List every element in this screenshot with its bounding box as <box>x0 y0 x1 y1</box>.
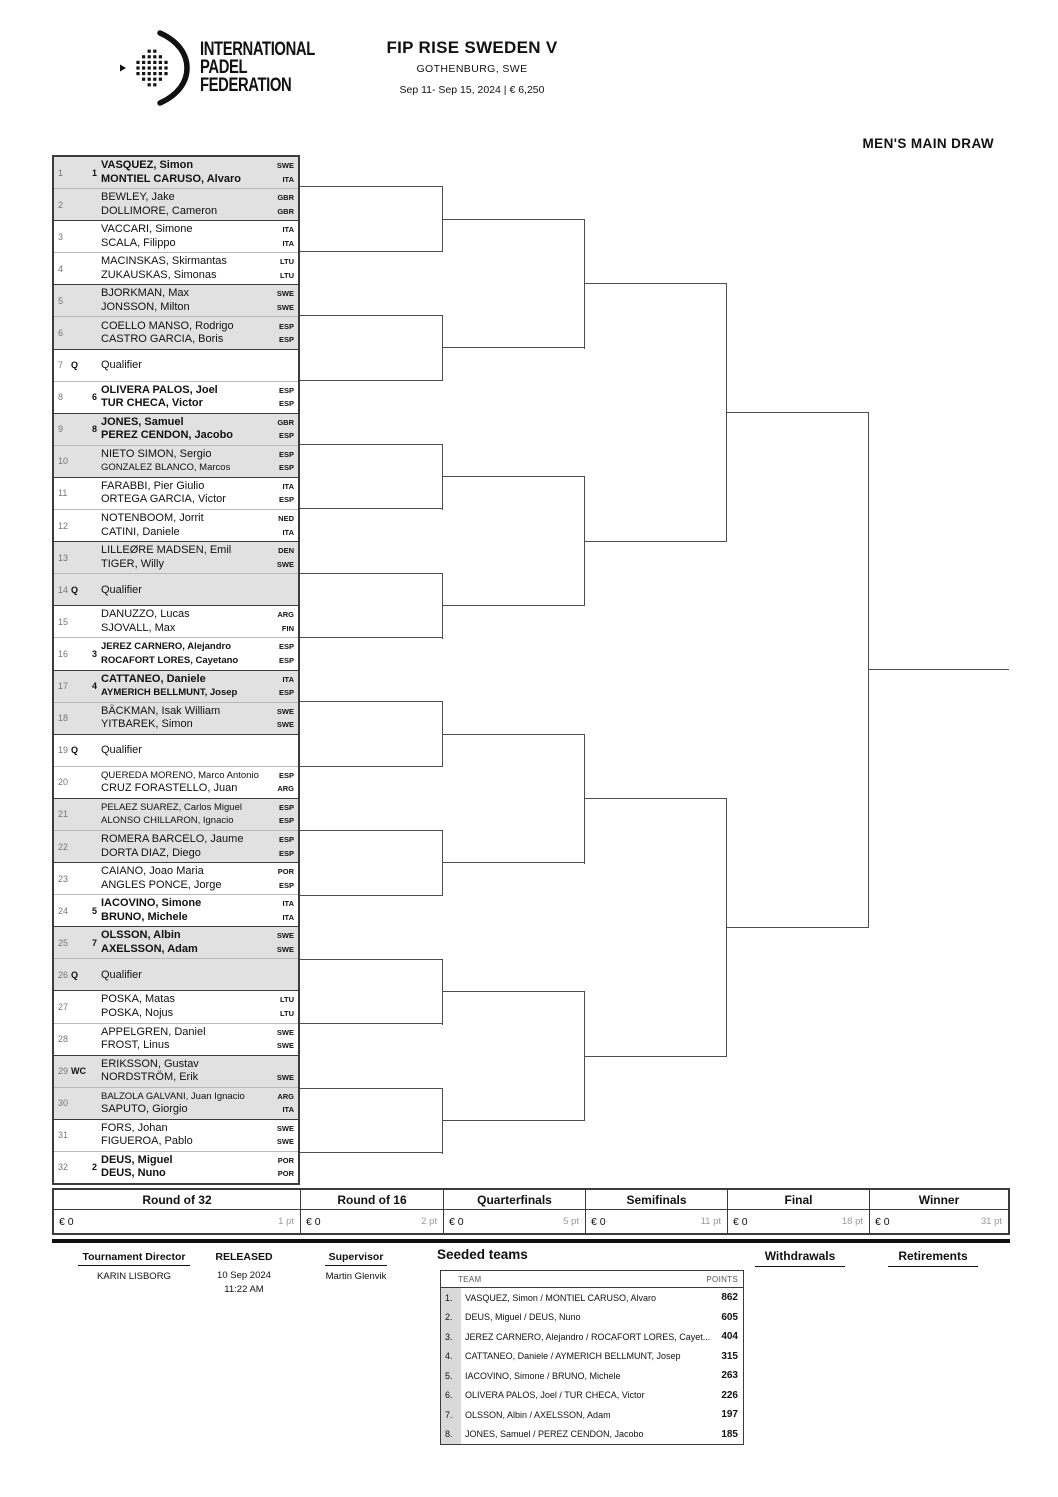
player-country: ITA <box>282 912 294 922</box>
entry-number: 22 <box>58 841 69 852</box>
player-name: NORDSTRÖM, Erik <box>101 1071 199 1084</box>
player-country: ESP <box>278 880 294 890</box>
seed-team-names: JONES, Samuel / PEREZ CENDON, Jacobo <box>465 1429 644 1440</box>
entry-number: 7 <box>58 360 64 371</box>
round-label: Round of 32 <box>54 1190 300 1210</box>
player-country: SWE <box>276 1027 294 1037</box>
player-country: FIN <box>281 623 294 633</box>
player-country: SWE <box>276 1041 294 1051</box>
seeded-team-row <box>441 1366 743 1386</box>
player-name: AYMERICH BELLMUNT, Josep <box>101 687 238 699</box>
player-country: LTU <box>279 1008 294 1018</box>
player-name: ALONSO CHILLARON, Ignacio <box>101 815 234 827</box>
bracket-line <box>300 1152 443 1153</box>
seeded-teams-table <box>440 1270 744 1445</box>
entry-tag: Q <box>71 360 79 371</box>
player-name: ROCAFORT LORES, Cayetano <box>101 654 239 666</box>
seed-team-names: IACOVINO, Simone / BRUNO, Michele <box>465 1370 621 1381</box>
seed-rank: 6. <box>441 1386 461 1406</box>
player-country: ITA <box>282 174 294 184</box>
player-name: VASQUEZ, Simon <box>101 159 194 172</box>
entry-tag: WC <box>71 1066 86 1077</box>
seed-rank: 7. <box>441 1405 461 1425</box>
bracket-line <box>300 186 443 187</box>
player-country: SWE <box>276 1123 294 1133</box>
tournament-location: GOTHENBURG, SWE <box>416 63 528 75</box>
player-country: ESP <box>278 802 294 812</box>
supervisor-label: Supervisor <box>325 1251 388 1266</box>
player-name: SCALA, Filippo <box>101 236 176 249</box>
entry-seed: 4 <box>91 681 97 692</box>
seed-team-points: 862 <box>721 1292 738 1304</box>
bracket-line <box>443 219 585 220</box>
player-country: LTU <box>279 270 294 280</box>
bracket-line <box>300 251 443 252</box>
logo-line3: FEDERATION <box>200 75 292 96</box>
player-country: ESP <box>278 449 294 459</box>
player-name: QUEREDA MORENO, Marco Antonio <box>101 769 259 781</box>
player-country: ITA <box>282 899 294 909</box>
entry-number: 15 <box>58 616 69 627</box>
bracket-line <box>443 476 585 477</box>
player-name: CATTANEO, Daniele <box>101 672 206 685</box>
seed-team-names: VASQUEZ, Simon / MONTIEL CARUSO, Alvaro <box>465 1292 657 1303</box>
bracket-line <box>300 895 443 896</box>
main-draw-bracket <box>52 155 1010 1185</box>
seed-team-points: 185 <box>721 1428 738 1440</box>
entry-seed: 7 <box>91 937 97 948</box>
seed-rank: 8. <box>441 1425 461 1445</box>
player-name: TUR CHECA, Victor <box>101 397 203 410</box>
entry-seed: 5 <box>91 905 97 916</box>
player-name: NOTENBOOM, Jorrit <box>101 512 204 525</box>
round-column <box>54 1190 300 1233</box>
round-column <box>869 1190 1008 1233</box>
tournament-title: FIP RISE SWEDEN V <box>386 38 558 57</box>
player-country: NED <box>278 514 294 524</box>
player-country: ESP <box>278 642 294 652</box>
released-date: 10 Sep 2024 <box>217 1270 271 1281</box>
entry-seed: 2 <box>91 1162 97 1173</box>
tournament-director-block <box>68 1247 200 1284</box>
round-values <box>301 1210 443 1233</box>
qualifier-label: Qualifier <box>101 583 142 596</box>
seed-team-names: DEUS, Miguel / DEUS, Nuno <box>465 1312 581 1323</box>
seed-team-names: OLSSON, Albin / AXELSSON, Adam <box>465 1409 611 1420</box>
player-name: IACOVINO, Simone <box>101 897 202 910</box>
entry-number: 24 <box>58 905 69 916</box>
entry-tag: Q <box>71 584 79 595</box>
player-country: ESP <box>278 335 294 345</box>
bracket-line <box>300 637 443 638</box>
player-country: ITA <box>282 481 294 491</box>
round-values <box>444 1210 585 1233</box>
player-name: BRUNO, Michele <box>101 910 188 923</box>
entry-number: 32 <box>58 1162 69 1173</box>
player-name: APPELGREN, Daniel <box>101 1025 206 1038</box>
player-name: POSKA, Nojus <box>101 1006 174 1019</box>
seeded-team-row <box>441 1327 743 1347</box>
round-prize: € 0 <box>875 1215 890 1228</box>
round-points: 18 pt <box>841 1216 863 1227</box>
player-name: DEUS, Nuno <box>101 1167 166 1180</box>
round-values <box>728 1210 869 1233</box>
seed-rank: 4. <box>441 1347 461 1367</box>
player-country: ESP <box>278 431 294 441</box>
entry-seed: 1 <box>91 167 97 178</box>
seed-rank: 3. <box>441 1327 461 1347</box>
player-name: ANGLES PONCE, Jorge <box>101 878 222 891</box>
bracket-line <box>727 927 869 928</box>
player-name: NIETO SIMON, Sergio <box>101 447 212 460</box>
player-country: GBR <box>277 206 294 216</box>
round-prize: € 0 <box>59 1215 74 1228</box>
entry-seed: 6 <box>91 392 97 403</box>
player-country: ESP <box>278 321 294 331</box>
player-name: GONZALEZ BLANCO, Marcos <box>101 462 231 474</box>
player-name: OLIVERA PALOS, Joel <box>101 383 218 396</box>
player-country: SWE <box>276 161 294 171</box>
released-label: RELEASED <box>215 1251 273 1263</box>
player-name: CAIANO, Joao Maria <box>101 865 204 878</box>
player-country: SWE <box>276 289 294 299</box>
player-country: ESP <box>278 816 294 826</box>
bracket-line <box>300 830 443 831</box>
player-country: POR <box>277 867 294 877</box>
entry-number: 27 <box>58 1001 69 1012</box>
bracket-line <box>443 1120 585 1121</box>
bracket-line <box>300 1088 443 1089</box>
bracket-line <box>443 605 585 606</box>
player-country: ESP <box>278 655 294 665</box>
entry-number: 29 <box>58 1066 69 1077</box>
qualifier-label: Qualifier <box>101 744 142 757</box>
points-column-header: POINTS <box>706 1274 738 1284</box>
bracket-line <box>443 862 585 863</box>
entry-number: 21 <box>58 809 69 820</box>
entry-number: 5 <box>58 295 64 306</box>
seed-team-points: 605 <box>721 1311 738 1323</box>
player-country: ESP <box>278 770 294 780</box>
round-label: Round of 16 <box>301 1190 443 1210</box>
entry-number: 4 <box>58 263 64 274</box>
player-name: DANUZZO, Lucas <box>101 608 190 621</box>
player-country: SWE <box>276 559 294 569</box>
round-label: Quarterfinals <box>444 1190 585 1210</box>
entry-number: 10 <box>58 456 69 467</box>
player-country: POR <box>277 1155 294 1165</box>
player-name: FROST, Linus <box>101 1039 170 1052</box>
player-country: GBR <box>277 417 294 427</box>
tournament-header <box>172 38 772 96</box>
tournament-dates-prize: Sep 11- Sep 15, 2024 | € 6,250 <box>399 84 545 96</box>
player-name: FARABBI, Pier Giulio <box>101 479 205 492</box>
player-name: FIGUEROA, Pablo <box>101 1135 193 1148</box>
entry-number: 8 <box>58 392 64 403</box>
entry-number: 1 <box>58 167 64 178</box>
player-country: LTU <box>279 257 294 267</box>
bracket-line <box>300 959 443 960</box>
seed-team-points: 404 <box>721 1331 738 1343</box>
entry-number: 16 <box>58 648 69 659</box>
entry-number: 20 <box>58 777 69 788</box>
seeded-team-row <box>441 1308 743 1328</box>
round-prize: € 0 <box>306 1215 321 1228</box>
seeded-team-row <box>441 1347 743 1367</box>
seed-team-names: OLIVERA PALOS, Joel / TUR CHECA, Victor <box>465 1390 645 1401</box>
entry-number: 17 <box>58 681 69 692</box>
player-name: BJORKMAN, Max <box>101 287 190 300</box>
entry-tag: Q <box>71 969 79 980</box>
player-name: TIGER, Willy <box>101 557 164 570</box>
player-name: ROMERA BARCELO, Jaume <box>101 833 244 846</box>
player-country: ESP <box>278 495 294 505</box>
entry-number: 3 <box>58 231 64 242</box>
seed-rank: 5. <box>441 1366 461 1386</box>
player-name: MACINSKAS, Skirmantas <box>101 255 227 268</box>
bracket-line <box>300 766 443 767</box>
round-column <box>443 1190 585 1233</box>
seed-team-points: 263 <box>721 1370 738 1382</box>
entry-number: 19 <box>58 745 69 756</box>
round-points: 5 pt <box>563 1216 579 1227</box>
round-points: 11 pt <box>700 1216 721 1227</box>
bracket-line <box>443 347 585 348</box>
logo-line1: INTERNATIONAL <box>200 39 315 60</box>
logo-line2: PADEL <box>200 57 248 78</box>
player-name: DORTA DIAZ, Diego <box>101 846 201 859</box>
bracket-line <box>300 573 443 574</box>
player-name: YITBAREK, Simon <box>101 718 193 731</box>
entry-number: 12 <box>58 520 69 531</box>
bracket-line <box>300 315 443 316</box>
player-country: ESP <box>278 848 294 858</box>
released-block <box>196 1247 292 1297</box>
player-name: CASTRO GARCIA, Boris <box>101 333 224 346</box>
bracket-line <box>727 412 869 413</box>
bracket-lines <box>52 155 1010 1185</box>
retirements-block <box>872 1247 994 1267</box>
entry-number: 30 <box>58 1098 69 1109</box>
player-name: BEWLEY, Jake <box>101 191 175 204</box>
team-column-header: TEAM <box>458 1274 482 1284</box>
round-points: 2 pt <box>421 1216 437 1227</box>
player-name: JEREZ CARNERO, Alejandro <box>101 641 232 653</box>
entry-number: 6 <box>58 328 64 339</box>
player-country: SWE <box>276 302 294 312</box>
entry-seed: 3 <box>91 648 97 659</box>
player-name: JONES, Samuel <box>101 415 184 428</box>
entry-number: 2 <box>58 199 64 210</box>
entry-number: 25 <box>58 937 69 948</box>
qualifier-label: Qualifier <box>101 359 142 372</box>
player-country: SWE <box>276 931 294 941</box>
player-name: DOLLIMORE, Cameron <box>101 204 218 217</box>
player-name: JONSSON, Milton <box>101 300 190 313</box>
player-country: ESP <box>278 463 294 473</box>
round-points: 31 pt <box>980 1216 1002 1227</box>
section-divider <box>52 1239 1010 1243</box>
player-name: CRUZ FORASTELLO, Juan <box>101 782 238 795</box>
round-prize: € 0 <box>591 1215 606 1228</box>
player-name: BÄCKMAN, Isak William <box>101 704 221 717</box>
player-country: GBR <box>277 193 294 203</box>
round-values <box>54 1210 300 1233</box>
rounds-points-table <box>52 1188 1010 1235</box>
player-name: BALZOLA GALVANI, Juan Ignacio <box>101 1090 245 1102</box>
bracket-line <box>300 380 443 381</box>
entry-number: 18 <box>58 713 69 724</box>
player-name: SAPUTO, Giorgio <box>101 1103 188 1116</box>
seed-team-points: 226 <box>721 1389 738 1401</box>
player-name: PELAEZ SUAREZ, Carlos Miguel <box>101 801 242 813</box>
player-name: COELLO MANSO, Rodrigo <box>101 319 234 332</box>
player-country: ESP <box>278 688 294 698</box>
bracket-line <box>869 669 1009 670</box>
round-column <box>300 1190 443 1233</box>
supervisor-name: Martin Glenvik <box>325 1271 387 1282</box>
player-name: AXELSSON, Adam <box>101 942 198 955</box>
entry-number: 31 <box>58 1130 69 1141</box>
seeded-team-row <box>441 1425 743 1445</box>
player-name: PEREZ CENDON, Jacobo <box>101 429 234 442</box>
player-country: POR <box>277 1169 294 1179</box>
player-country: LTU <box>279 995 294 1005</box>
player-name: VACCARI, Simone <box>101 223 193 236</box>
player-country: ITA <box>282 238 294 248</box>
tournament-director-label: Tournament Director <box>78 1251 189 1266</box>
entry-seed: 8 <box>91 424 97 435</box>
entry-number: 9 <box>58 424 64 435</box>
bracket-line <box>300 508 443 509</box>
player-name: SJOVALL, Max <box>101 621 176 634</box>
bracket-line <box>300 701 443 702</box>
player-country: ITA <box>282 225 294 235</box>
player-country: ARG <box>277 1091 294 1101</box>
player-name: ORTEGA GARCIA, Victor <box>101 493 226 506</box>
withdrawals-label: Withdrawals <box>755 1249 846 1267</box>
round-label: Final <box>728 1190 869 1210</box>
seeded-team-row <box>441 1386 743 1406</box>
player-name: ERIKSSON, Gustav <box>101 1057 199 1070</box>
player-name: DEUS, Miguel <box>101 1153 173 1166</box>
player-name: FORS, Johan <box>101 1121 168 1134</box>
seeded-teams-header <box>441 1271 743 1288</box>
seeded-teams-title: Seeded teams <box>437 1247 528 1262</box>
player-name: ZUKAUSKAS, Simonas <box>101 268 217 281</box>
round-label: Winner <box>870 1190 1008 1210</box>
round-label: Semifinals <box>586 1190 727 1210</box>
player-country: ITA <box>282 1105 294 1115</box>
player-country: SWE <box>276 944 294 954</box>
qualifier-label: Qualifier <box>101 968 142 981</box>
entry-number: 28 <box>58 1034 69 1045</box>
player-country: SWE <box>276 1137 294 1147</box>
player-name: MONTIEL CARUSO, Alvaro <box>101 172 241 185</box>
entry-tag: Q <box>71 745 79 756</box>
bracket-line <box>585 798 727 799</box>
player-name: POSKA, Matas <box>101 993 175 1006</box>
seed-team-points: 197 <box>721 1409 738 1421</box>
seed-team-names: CATTANEO, Daniele / AYMERICH BELLMUNT, Josep <box>465 1351 681 1362</box>
seeded-team-row <box>441 1405 743 1425</box>
bracket-line <box>443 991 585 992</box>
round-values <box>870 1210 1008 1233</box>
bracket-line <box>443 734 585 735</box>
entry-number: 23 <box>58 873 69 884</box>
round-values <box>586 1210 727 1233</box>
player-country: SWE <box>276 706 294 716</box>
player-country: ARG <box>277 610 294 620</box>
seeded-team-row <box>441 1288 743 1308</box>
player-country: ESP <box>278 399 294 409</box>
seed-rank: 1. <box>441 1288 461 1308</box>
player-country: ESP <box>278 385 294 395</box>
round-column <box>727 1190 869 1233</box>
round-prize: € 0 <box>449 1215 464 1228</box>
tournament-director-name: KARIN LISBORG <box>97 1271 171 1282</box>
player-country: ITA <box>282 527 294 537</box>
seed-rank: 2. <box>441 1308 461 1328</box>
round-points: 1 pt <box>278 1216 294 1227</box>
player-country: ITA <box>282 674 294 684</box>
round-prize: € 0 <box>733 1215 748 1228</box>
entry-number: 26 <box>58 969 69 980</box>
bracket-line <box>585 283 727 284</box>
seed-team-points: 315 <box>721 1350 738 1362</box>
entry-number: 11 <box>58 488 68 499</box>
withdrawals-block <box>737 1247 863 1267</box>
player-country: ARG <box>277 784 294 794</box>
bracket-line <box>585 541 727 542</box>
bracket-line <box>585 1056 727 1057</box>
bracket-line <box>300 1023 443 1024</box>
player-name: OLSSON, Albin <box>101 929 181 942</box>
released-time: 11:22 AM <box>224 1284 264 1295</box>
player-name: LILLEØRE MADSEN, Emil <box>101 544 232 557</box>
draw-title: MEN'S MAIN DRAW <box>862 136 994 151</box>
retirements-label: Retirements <box>888 1249 977 1267</box>
entry-number: 14 <box>58 584 69 595</box>
player-country: DEN <box>278 546 294 556</box>
bracket-line <box>300 444 443 445</box>
seed-team-names: JEREZ CARNERO, Alejandro / ROCAFORT LORES, Cayet... <box>465 1331 711 1342</box>
player-country: SWE <box>276 720 294 730</box>
supervisor-block <box>310 1247 402 1284</box>
entry-number: 13 <box>58 552 69 563</box>
player-name: CATINI, Daniele <box>101 525 180 538</box>
round-column <box>585 1190 727 1233</box>
player-country: SWE <box>276 1073 294 1083</box>
player-country: ESP <box>278 835 294 845</box>
